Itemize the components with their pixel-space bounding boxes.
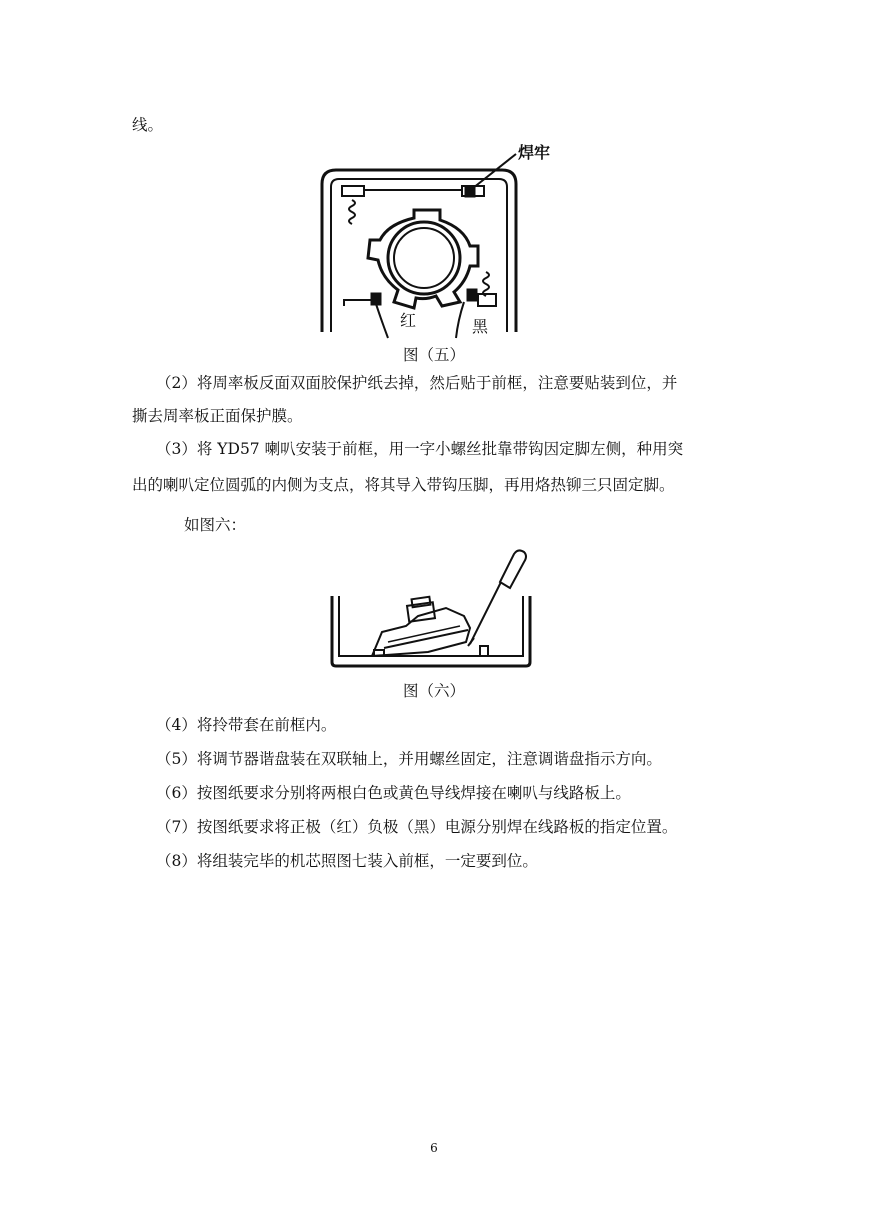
figure-5-diagram [318, 142, 568, 340]
label-red: 红 [400, 311, 417, 330]
step-8: （8）将组装完毕的机芯照图七装入前框，一定要到位。 [156, 852, 538, 870]
step-2-line-2: 撕去周率板正面保护膜。 [132, 407, 303, 425]
label-solder: 焊牢 [518, 143, 551, 162]
step-3-line-2: 出的喇叭定位圆弧的内侧为支点，将其导入带钩压脚，再用烙热铆三只固定脚。 [132, 476, 675, 494]
intro-tail: 线。 [132, 116, 164, 134]
figure-5-caption: 图（五） [402, 346, 465, 364]
step-3-line-3: 如图六： [184, 516, 247, 534]
figure-6-caption: 图（六） [402, 682, 465, 700]
figure-6-drawing [328, 546, 538, 671]
step-5: （5）将调节器谐盘装在双联轴上，并用螺丝固定，注意调谐盘指示方向。 [156, 750, 662, 768]
step-6: （6）按图纸要求分别将两根白色或黄色导线焊接在喇叭与线路板上。 [156, 784, 631, 802]
page-number: 6 [430, 1141, 438, 1155]
step-2-line-1: （2）将周率板反面双面胶保护纸去掉，然后贴于前框，注意要贴装到位，并 [156, 374, 678, 392]
step-4: （4）将拎带套在前框内。 [156, 716, 337, 734]
step-3-line-1: （3）将 YD57 喇叭安装于前框，用一字小螺丝批靠带钩因定脚左侧，种用突 [156, 440, 684, 458]
label-black: 黑 [472, 317, 489, 336]
figure-6-diagram [328, 546, 538, 671]
figure-5-drawing [318, 142, 568, 340]
step-7: （7）按图纸要求将正极（红）负极（黑）电源分别焊在线路板的指定位置。 [156, 818, 678, 836]
